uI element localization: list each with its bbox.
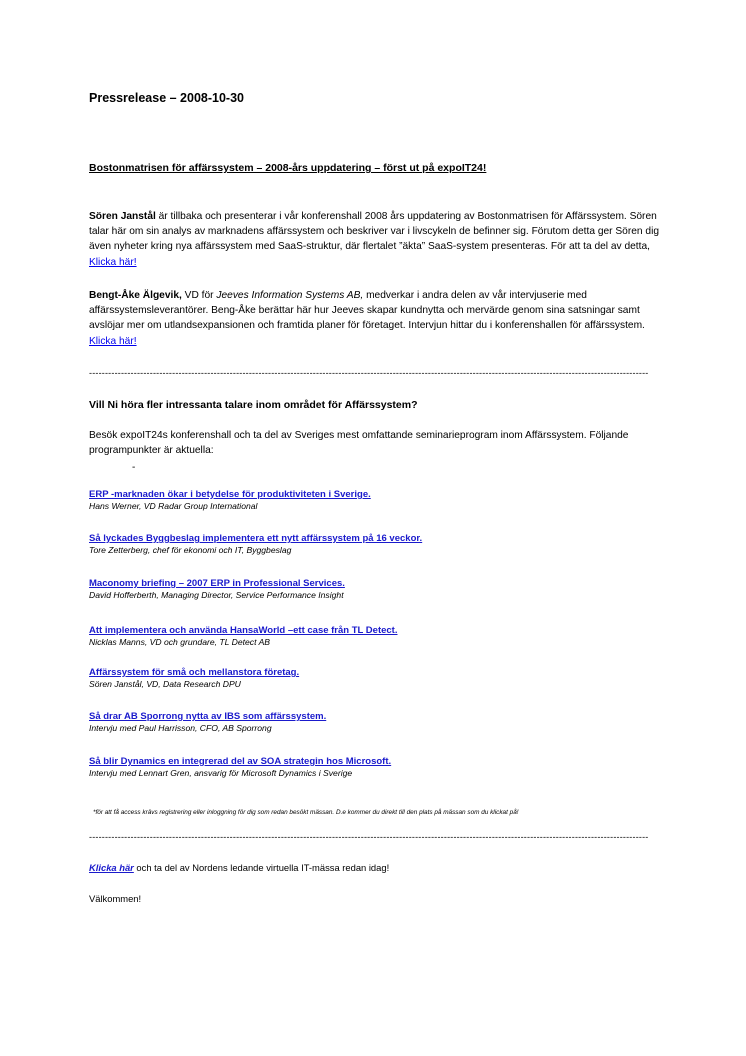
program-title-link[interactable]: Affärssystem för små och mellanstora företag.	[89, 667, 300, 678]
program-item	[89, 711, 326, 733]
headline: Bostonmatrisen för affärssystem – 2008-års uppdatering – först ut på expoIT24!	[89, 162, 487, 174]
click-here-link[interactable]: Klicka här!	[89, 256, 137, 268]
program-item	[89, 625, 398, 647]
welcome-text: Välkommen!	[89, 893, 142, 904]
program-speaker: Tore Zetterberg, chef för ekonomi och IT, Byggbeslag	[89, 545, 292, 555]
company-name: Jeeves Information Systems AB,	[216, 290, 364, 301]
paragraph-soren	[89, 209, 659, 270]
program-title-link[interactable]: Så blir Dynamics en integrerad del av SOA strategin hos Microsoft.	[89, 756, 392, 767]
paragraph-text: är tillbaka och presenterar i vår konferenshall 2008 års uppdatering av Bostonmatrisen för Affärssystem. Sören talar här om sin analys av marknadens affärssystem och beskriver var i livscykeln de befinner sig. Förutom detta ger Sören dig även nyheter kring nya affärssystem med SaaS-struktur, där flertalet ”äkta” SaaS-system presenteras. För att ta del av detta,	[89, 211, 660, 253]
divider: -------------------------------------------------------------------------------------------------------------------------------------------------------------------------------	[89, 832, 649, 842]
program-item	[89, 667, 299, 689]
paragraph-bengt	[89, 288, 659, 349]
speaker-name: Sören Janstål	[89, 211, 156, 222]
program-item	[89, 578, 345, 600]
divider: -------------------------------------------------------------------------------------------------------------------------------------------------------------------------------	[89, 368, 649, 378]
program-item	[89, 489, 371, 511]
list-dash: -	[132, 462, 136, 473]
page-title: Pressrelease – 2008-10-30	[89, 91, 244, 105]
click-here-link[interactable]: Klicka här!	[89, 335, 137, 347]
program-speaker: Nicklas Manns, VD och grundare, TL Detect AB	[89, 637, 271, 647]
program-speaker: David Hofferberth, Managing Director, Service Performance Insight	[89, 590, 344, 600]
paragraph-text: medverkar i andra delen av vår intervjuserie med affärssystemsleverantörer. Beng-Åke berättar här hur Jeeves skapar kundnytta och mervärde genom sina satsningar samt avslöjar mer om utlandsexpansionen och framtida planer för företaget. Intervjun hittar du i konferenshallen för affärssystem.	[89, 290, 645, 332]
call-to-action	[89, 862, 389, 873]
click-here-link[interactable]: Klicka här	[89, 862, 134, 873]
paragraph-intro: Besök expoIT24s konferenshall och ta del av Sveriges mest omfattande seminarieprogram inom Affärssystem. Följande programpunkter är aktuella:	[89, 430, 629, 457]
program-speaker: Intervju med Lennart Gren, ansvarig för Microsoft Dynamics i Sverige	[89, 768, 353, 778]
speaker-name: Bengt-Åke Älgevik,	[89, 290, 182, 301]
program-title-link[interactable]: ERP -marknaden ökar i betydelse för produktiviteten i Sverige.	[89, 489, 371, 500]
cta-text: och ta del av Nordens ledande virtuella IT-mässa redan idag!	[133, 862, 390, 873]
program-item	[89, 533, 422, 555]
program-speaker: Hans Werner, VD Radar Group International	[89, 501, 258, 511]
section-heading: Vill Ni höra fler intressanta talare inom området för Affärssystem?	[89, 399, 418, 411]
program-item	[89, 756, 391, 778]
program-title-link[interactable]: Maconomy briefing – 2007 ERP in Professional Services.	[89, 578, 345, 589]
program-speaker: Sören Janstål, VD, Data Research DPU	[89, 679, 241, 689]
footnote: *för att få access krävs registrering eller inloggning för dig som redan besökt mässan. D.e kommer du direkt till den plats på mässan som du klickat på!	[93, 809, 519, 816]
program-title-link[interactable]: Så lyckades Byggbeslag implementera ett nytt affärssystem på 16 veckor.	[89, 533, 423, 544]
paragraph-text: VD för	[181, 290, 217, 301]
program-title-link[interactable]: Så drar AB Sporrong nytta av IBS som affärssystem.	[89, 711, 327, 722]
program-speaker: Intervju med Paul Harrisson, CFO, AB Sporrong	[89, 723, 272, 733]
program-title-link[interactable]: Att implementera och använda HansaWorld –ett case från TL Detect.	[89, 625, 398, 636]
